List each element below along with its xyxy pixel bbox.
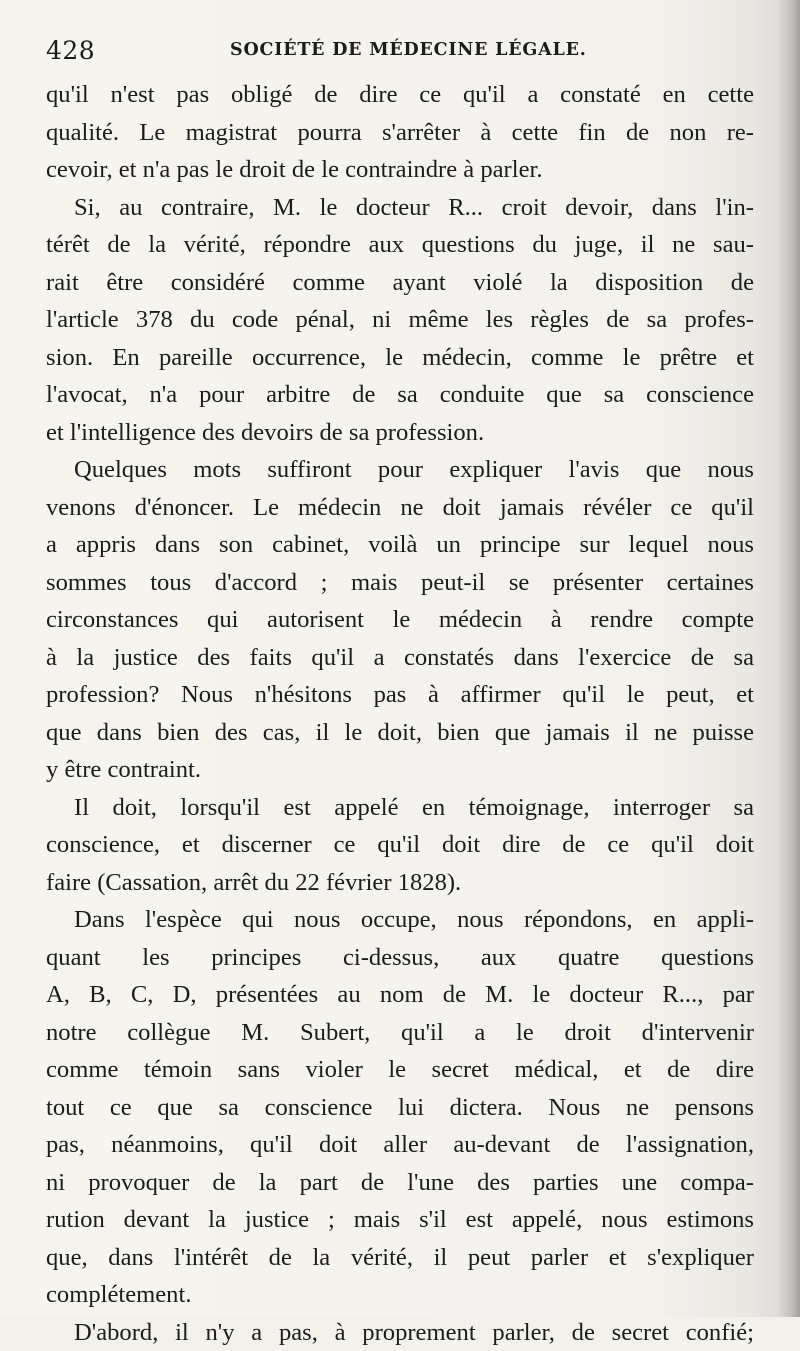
text-line: sion. En pareille occurrence, le médecin, comme le prêtre et: [46, 339, 754, 377]
text-line: Dans l'espèce qui nous occupe, nous répondons, en appli-: [46, 901, 754, 939]
text-line: à la justice des faits qu'il a constatés dans l'exercice de sa: [46, 639, 754, 677]
text-line: rait être considéré comme ayant violé la disposition de: [46, 264, 754, 302]
text-line: conscience, et discerner ce qu'il doit dire de ce qu'il doit: [46, 826, 754, 864]
text-line: Quelques mots suffiront pour expliquer l'avis que nous: [46, 451, 754, 489]
running-title: SOCIÉTÉ DE MÉDECINE LÉGALE.: [230, 40, 587, 60]
text-line: quant les principes ci-dessus, aux quatre questions: [46, 939, 754, 977]
text-line: comme témoin sans violer le secret médical, et de dire: [46, 1051, 754, 1089]
text-line: venons d'énoncer. Le médecin ne doit jamais révéler ce qu'il: [46, 489, 754, 527]
text-line: faire (Cassation, arrêt du 22 février 1828).: [46, 864, 754, 902]
page-header: [46, 36, 746, 76]
text-line: que dans bien des cas, il le doit, bien que jamais il ne puisse: [46, 714, 754, 752]
text-line: térêt de la vérité, répondre aux questions du juge, il ne sau-: [46, 226, 754, 264]
text-line: rution devant la justice ; mais s'il est appelé, nous estimons: [46, 1201, 754, 1239]
text-line: Il doit, lorsqu'il est appelé en témoignage, interroger sa: [46, 789, 754, 827]
text-line: circonstances qui autorisent le médecin à rendre compte: [46, 601, 754, 639]
text-line: notre collègue M. Subert, qu'il a le droit d'intervenir: [46, 1014, 754, 1052]
text-line: que, dans l'intérêt de la vérité, il peut parler et s'expliquer: [46, 1239, 754, 1277]
text-line: sommes tous d'accord ; mais peut-il se présenter certaines: [46, 564, 754, 602]
text-line: y être contraint.: [46, 751, 754, 789]
text-line: pas, néanmoins, qu'il doit aller au-devant de l'assignation,: [46, 1126, 754, 1164]
page-binding-shadow: [778, 0, 800, 1317]
text-line: A, B, C, D, présentées au nom de M. le docteur R..., par: [46, 976, 754, 1014]
text-line: profession? Nous n'hésitons pas à affirmer qu'il le peut, et: [46, 676, 754, 714]
text-line: complétement.: [46, 1276, 754, 1314]
text-line: cevoir, et n'a pas le droit de le contraindre à parler.: [46, 151, 754, 189]
text-line: Si, au contraire, M. le docteur R... croit devoir, dans l'in-: [46, 189, 754, 227]
text-line: l'avocat, n'a pour arbitre de sa conduite que sa conscience: [46, 376, 754, 414]
text-line: a appris dans son cabinet, voilà un principe sur lequel nous: [46, 526, 754, 564]
text-line: D'abord, il n'y a pas, à proprement parler, de secret confié;: [46, 1314, 754, 1351]
text-line: qu'il n'est pas obligé de dire ce qu'il a constaté en cette: [46, 76, 754, 114]
text-line: et l'intelligence des devoirs de sa profession.: [46, 414, 754, 452]
body-text: [46, 76, 754, 1351]
page-number: 428: [46, 36, 95, 65]
text-line: ni provoquer de la part de l'une des parties une compa-: [46, 1164, 754, 1202]
text-line: tout ce que sa conscience lui dictera. Nous ne pensons: [46, 1089, 754, 1127]
text-line: l'article 378 du code pénal, ni même les règles de sa profes-: [46, 301, 754, 339]
text-line: qualité. Le magistrat pourra s'arrêter à cette fin de non re-: [46, 114, 754, 152]
